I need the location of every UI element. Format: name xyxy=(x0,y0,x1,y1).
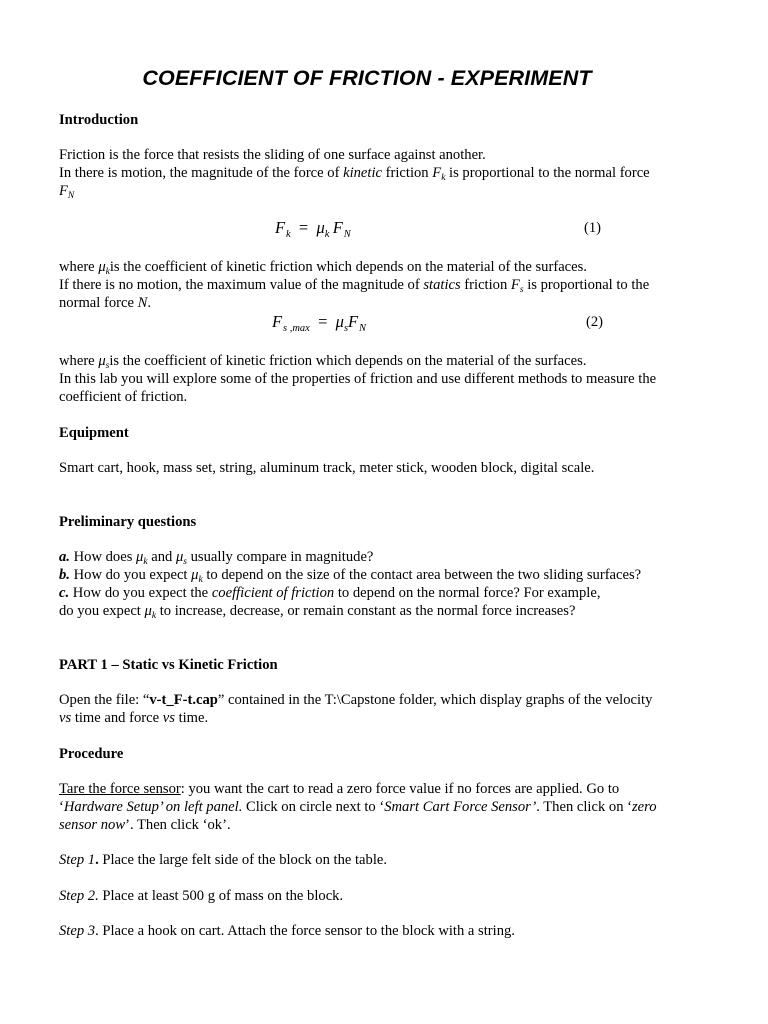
text-smart-cart-force-sensor: Smart Cart Force Sensor’ xyxy=(384,799,537,815)
text: is the coefficient of kinetic friction which depends on the material of the surfaces. xyxy=(109,353,587,369)
preliminary-heading: Preliminary questions xyxy=(59,514,197,530)
text: is proportional to the xyxy=(523,277,650,293)
open-line-2 xyxy=(59,709,684,727)
question-label: a. xyxy=(59,549,70,565)
eq-sub: k xyxy=(324,229,330,240)
static-line-1 xyxy=(59,276,684,294)
part1-open-text xyxy=(59,691,684,727)
text: If there is no motion, the maximum value of the magnitude of xyxy=(59,277,424,293)
equipment-heading: Equipment xyxy=(59,425,129,441)
text: is the coefficient of kinetic friction which depends on the material of the surfaces. xyxy=(109,259,587,275)
text: How do you expect the xyxy=(69,585,212,601)
text: In there is motion, the magnitude of the force of xyxy=(59,165,344,181)
symbol-sub-k: k xyxy=(441,173,446,183)
eq-symbol: F xyxy=(348,312,359,331)
symbol-mu: μ xyxy=(144,603,152,619)
text: and xyxy=(147,549,176,565)
text: ” contained in the T:\Capstone folder, which display graphs of the velocity xyxy=(217,692,653,708)
text: friction xyxy=(460,277,511,293)
symbol-f: F xyxy=(59,183,68,199)
open-line-1 xyxy=(59,691,684,709)
intro-line-1: Friction is the force that resists the sliding of one surface against another. xyxy=(59,147,486,163)
where-paragraph-2 xyxy=(59,352,684,406)
eq-sub: s xyxy=(343,323,349,334)
symbol-f: F xyxy=(432,165,442,181)
question-c-cont xyxy=(59,602,684,620)
equation-2 xyxy=(272,312,366,332)
symbol-sub-s: s xyxy=(183,557,187,567)
text: ‘ xyxy=(59,799,64,815)
symbol-sub-s: s xyxy=(105,361,110,371)
static-line-2 xyxy=(59,294,684,312)
where-line-2 xyxy=(59,352,684,370)
symbol-f: F xyxy=(510,277,520,293)
where-paragraph-1 xyxy=(59,258,684,312)
text-coefficient-of-friction: coefficient of friction xyxy=(211,585,335,601)
text: ’. Then click ‘ok’. xyxy=(125,817,231,833)
step-1 xyxy=(59,851,684,869)
symbol-sub-n: N xyxy=(67,191,75,201)
symbol-mu: μ xyxy=(136,549,144,565)
text-hardware-setup: Hardware Setup’ on left panel. xyxy=(63,799,243,815)
question-label: b. xyxy=(59,567,70,583)
text-vs: vs xyxy=(162,710,175,726)
eq-symbol: F xyxy=(272,312,283,331)
procedure-heading: Procedure xyxy=(59,746,124,762)
eq-sub: N xyxy=(343,229,351,240)
text-kinetic: kinetic xyxy=(343,165,382,181)
tare-paragraph xyxy=(59,780,684,834)
equation-1 xyxy=(275,218,351,238)
text: where xyxy=(59,259,99,275)
text-statics: statics xyxy=(423,277,461,293)
equation-1-number: (1) xyxy=(584,220,602,236)
intro-line-2 xyxy=(59,164,684,182)
eq-symbol: F xyxy=(332,218,343,237)
symbol-mu: μ xyxy=(191,567,199,583)
symbol-mu: μ xyxy=(175,549,184,565)
step-3 xyxy=(59,922,684,940)
eq-equals: = xyxy=(298,218,309,237)
symbol-mu: μ xyxy=(98,259,106,275)
step-2 xyxy=(59,887,684,905)
text: usually compare in magnitude? xyxy=(186,549,374,565)
text: friction xyxy=(382,165,433,181)
where-line-1 xyxy=(59,258,684,276)
step-label: Step 2. xyxy=(59,888,99,904)
tare-line-2 xyxy=(59,798,684,816)
file-name: v-t_F-t.cap xyxy=(149,692,218,708)
symbol-mu: μ xyxy=(98,353,106,369)
question-b xyxy=(59,566,684,584)
text: How do you expect xyxy=(69,567,192,583)
eq-sub: k xyxy=(285,229,291,240)
eq-equals: = xyxy=(318,312,328,331)
text: where xyxy=(59,353,99,369)
text: to increase, decrease, or remain constant as the normal force increases? xyxy=(156,603,576,619)
page-title: COEFFICIENT OF FRICTION - EXPERIMENT xyxy=(142,66,592,90)
step-text: . Place a hook on cart. Attach the force sensor to the block with a string. xyxy=(95,923,515,939)
text: normal force xyxy=(59,295,138,311)
introduction-heading: Introduction xyxy=(59,112,139,128)
eq-mu: μ xyxy=(316,218,325,237)
symbol-sub-k: k xyxy=(151,611,157,621)
text-zero: zero xyxy=(632,799,657,815)
step-dot: . xyxy=(95,852,99,868)
step-text: Place the large felt side of the block on the table. xyxy=(98,852,387,868)
eq-symbol: F xyxy=(275,218,286,237)
text-sensor-now: sensor now xyxy=(59,817,126,833)
question-label: c. xyxy=(59,585,70,601)
eq-mu: μ xyxy=(335,312,344,331)
text: Open the file: “ xyxy=(59,692,150,708)
tare-force-sensor-text: Tare the force sensor xyxy=(59,781,181,797)
text: is proportional to the normal force xyxy=(445,165,650,181)
text: How does xyxy=(69,549,137,565)
text-vs: vs xyxy=(59,710,72,726)
question-a xyxy=(59,548,684,566)
tare-line-1 xyxy=(59,780,684,798)
intro-paragraph xyxy=(59,146,684,200)
part1-heading: PART 1 – Static vs Kinetic Friction xyxy=(59,657,278,673)
text: Click on circle next to ‘ xyxy=(242,799,385,815)
symbol-sub-k: k xyxy=(143,557,148,567)
equipment-text: Smart cart, hook, mass set, string, aluminum track, meter stick, wooden block, digital scale. xyxy=(59,460,595,476)
lab-line-1: In this lab you will explore some of the properties of friction and use different methods to measure the xyxy=(59,371,657,387)
symbol-sub-k: k xyxy=(198,575,203,585)
text: time. xyxy=(174,710,209,726)
symbol-sub-s: s xyxy=(519,285,524,295)
equation-2-number: (2) xyxy=(586,314,604,330)
step-label: Step 1 xyxy=(59,852,96,868)
question-c xyxy=(59,584,684,602)
text: . xyxy=(147,295,151,311)
intro-line-3 xyxy=(59,182,684,200)
preliminary-questions xyxy=(59,548,684,620)
tare-line-3 xyxy=(59,816,684,834)
symbol-n: N xyxy=(137,295,148,311)
lab-line-2: coefficient of friction. xyxy=(59,389,188,405)
eq-sub: s ,max xyxy=(282,323,310,334)
text: to depend on the normal force? For example, xyxy=(334,585,601,601)
text: : you want the cart to read a zero force value if no forces are applied. Go to xyxy=(180,781,620,797)
text: time and force xyxy=(71,710,163,726)
text: do you expect xyxy=(59,603,145,619)
step-text: Place at least 500 g of mass on the block. xyxy=(98,888,344,904)
eq-sub: N xyxy=(359,323,367,334)
step-label: Step 3 xyxy=(59,923,96,939)
symbol-sub-k: k xyxy=(105,267,110,277)
text: to depend on the size of the contact area between the two sliding surfaces? xyxy=(202,567,642,583)
text: . Then click on ‘ xyxy=(536,799,632,815)
